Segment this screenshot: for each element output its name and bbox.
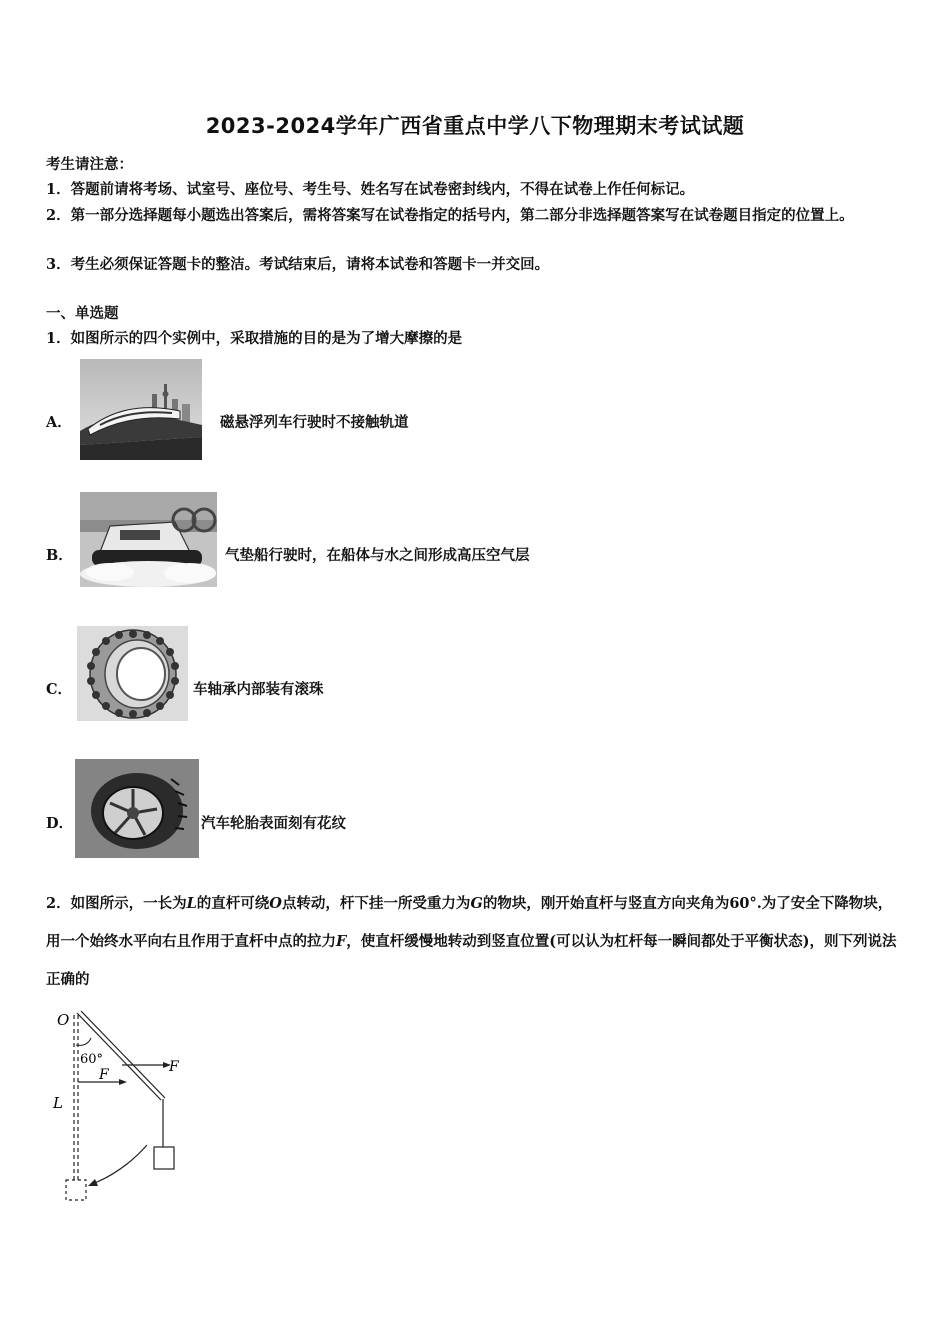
notice-heading: 考生请注意：	[46, 156, 133, 173]
label-f-upper: F	[169, 1059, 179, 1075]
notice-item-2: 2．第一部分选择题每小题选出答案后，需将答案写在试卷指定的括号内，第二部分非选择题答案写在试卷题目指定的位置上。	[46, 207, 854, 224]
label-f-lower: F	[99, 1067, 109, 1083]
question-2-stem	[46, 885, 904, 999]
label-angle: 60°	[80, 1052, 104, 1067]
hanging-block	[154, 1147, 174, 1169]
section-heading: 一、单选题	[46, 305, 119, 322]
q2-var-O: O	[269, 895, 282, 912]
q2-text-3: 点转动，杆下挂一所受重力为	[281, 895, 471, 912]
q2-text-1: 2．如图所示，一长为	[46, 895, 187, 912]
ball-bearing-photo	[77, 626, 188, 721]
option-a-text: 磁悬浮列车行驶时不接触轨道	[220, 414, 409, 431]
option-c-letter: C．	[46, 681, 73, 698]
q2-var-F: F	[336, 933, 347, 950]
lever-diagram	[45, 1005, 195, 1205]
q2-var-G: G	[470, 895, 483, 912]
option-c-text: 车轴承内部装有滚珠	[193, 681, 324, 698]
notice-item-3: 3．考生必须保证答题卡的整洁。考试结束后，请将本试卷和答题卡一并交回。	[46, 256, 550, 273]
q2-text-5: ，使直杆缓慢地转动到竖直位置(可以认为杠杆每一瞬间都处于平衡状态)，则下列说法正确的	[46, 933, 897, 988]
rotation-arrow	[95, 1145, 147, 1183]
option-d-text: 汽车轮胎表面刻有花纹	[201, 815, 346, 832]
page-title: 2023-2024学年广西省重点中学八下物理期末考试试题	[205, 114, 745, 138]
notice-item-1: 1．答题前请将考场、试室号、座位号、考生号、姓名写在试卷密封线内，不得在试卷上作任何标记。	[46, 181, 695, 198]
q2-text-4: 的物块，刚开始直杆与竖直方向夹角为60°.为了安全下降物块，用一个始终水平向右且作用于直杆中点的拉力	[46, 895, 893, 950]
hovercraft-photo	[80, 492, 217, 587]
q2-var-L: L	[186, 895, 197, 912]
q2-text-2: 的直杆可绕	[196, 895, 270, 912]
tire-tread-photo	[75, 759, 199, 858]
rotation-arrowhead	[88, 1179, 98, 1186]
option-d-letter: D．	[46, 815, 74, 832]
option-b-text: 气垫船行驶时，在船体与水之间形成高压空气层	[225, 547, 530, 564]
question-1-stem: 1．如图所示的四个实例中，采取措施的目的是为了增大摩擦的是	[46, 330, 463, 347]
force-arrowhead-lower	[119, 1079, 127, 1085]
label-o: O	[57, 1011, 70, 1029]
label-l: L	[53, 1094, 63, 1112]
option-b-letter: B．	[46, 547, 73, 564]
option-a-letter: A．	[46, 414, 72, 431]
final-block-dashed	[66, 1180, 86, 1200]
maglev-train-photo	[80, 359, 202, 460]
